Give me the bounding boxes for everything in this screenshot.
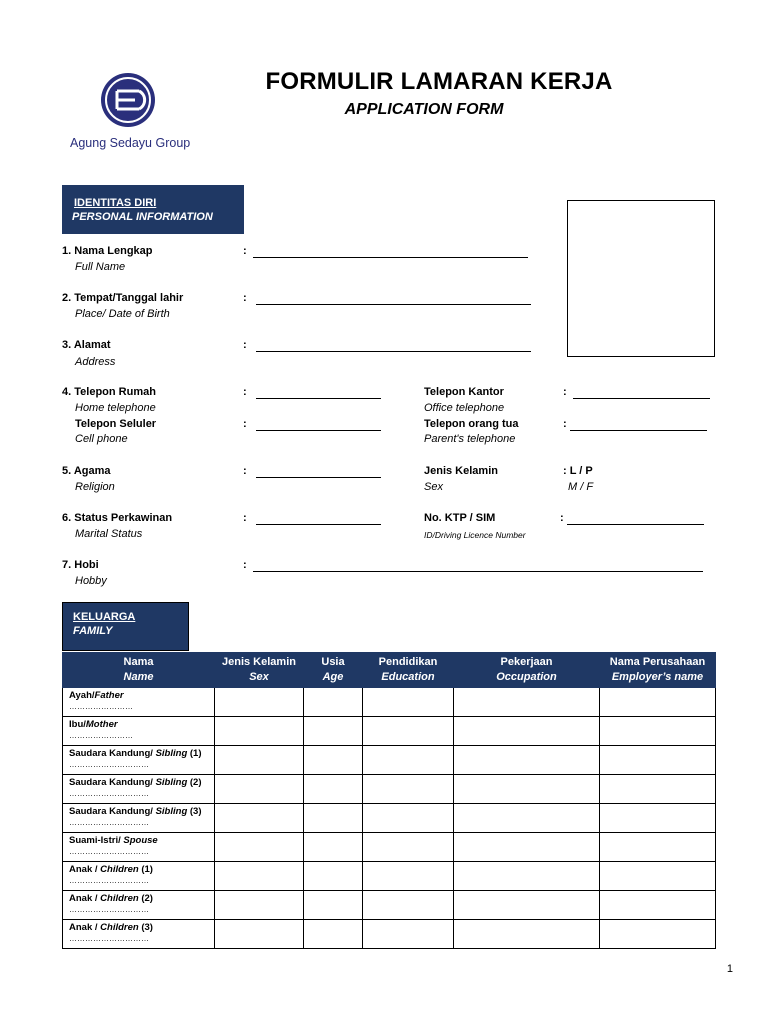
relation-label-en: Mother [85,719,118,730]
relation-cell[interactable] [63,804,215,833]
occupation-cell[interactable] [454,746,600,775]
name-blank: ………………………… [69,760,149,769]
employer-cell[interactable] [600,891,716,920]
sex-cell[interactable] [215,688,304,717]
col-employer-header: Nama Perusahaan Employer’s name [600,653,716,688]
occupation-cell[interactable] [454,717,600,746]
relation-index: (3) [187,806,202,817]
name-blank: ………………………… [69,818,149,827]
employer-cell[interactable] [600,862,716,891]
occupation-cell[interactable] [454,891,600,920]
field-home-phone-sub: Home telephone [75,402,156,414]
hobby-input[interactable] [253,571,703,572]
sex-cell[interactable] [215,775,304,804]
field-home-phone-label: 4. Telepon Rumah [62,386,156,398]
employer-cell[interactable] [600,833,716,862]
field-religion-label: 5. Agama [62,465,111,477]
relation-label-en: Children [100,864,139,875]
field-id-label: No. KTP / SIM [424,512,496,524]
relation-label: Anak / [69,864,101,875]
field-marital-sub: Marital Status [75,528,143,540]
colon: : [243,418,247,430]
relation-label-en: Sibling [155,806,188,817]
sex-cell[interactable] [215,862,304,891]
occupation-cell[interactable] [454,688,600,717]
education-cell[interactable] [363,804,454,833]
relation-label-en: Sibling [155,748,188,759]
age-cell[interactable] [304,920,363,949]
table-row [63,920,716,949]
col-education-header: Pendidikan Education [363,653,454,688]
relation-cell[interactable] [63,717,215,746]
education-cell[interactable] [363,862,454,891]
field-full-name-sub: Full Name [75,261,126,273]
field-cell-phone-label: Telepon Seluler [75,418,157,430]
full-name-input[interactable] [253,257,528,258]
relation-label-en: Children [100,893,139,904]
relation-index: (1) [138,864,153,875]
field-office-phone-sub: Office telephone [424,402,505,414]
relation-label: Ayah/ [69,690,95,701]
education-cell[interactable] [363,833,454,862]
sex-cell[interactable] [215,920,304,949]
colon: : [243,386,247,398]
colon: : [243,559,247,571]
col-sex-header: Jenis Kelamin Sex [215,653,304,688]
family-header: KELUARGA FAMILY [62,602,189,651]
relation-cell[interactable] [63,775,215,804]
page-number: 1 [726,963,733,975]
relation-cell[interactable] [63,891,215,920]
relation-index: (2) [187,777,202,788]
education-cell[interactable] [363,717,454,746]
relation-label: Anak / [69,893,101,904]
field-address-sub: Address [75,356,116,368]
employer-cell[interactable] [600,775,716,804]
relation-index: (2) [138,893,153,904]
colon: : [563,386,567,398]
relation-cell[interactable] [63,833,215,862]
field-address-label: 3. Alamat [62,339,111,351]
relation-label: Suami-Istri/ [69,835,124,846]
form-title: FORMULIR LAMARAN KERJA [265,68,613,95]
age-cell[interactable] [304,717,363,746]
occupation-cell[interactable] [454,920,600,949]
personal-info-header: IDENTITAS DIRI PERSONAL INFORMATION [62,185,244,234]
table-row [63,717,716,746]
office-phone-input[interactable] [573,398,710,399]
field-marital-label: 6. Status Perkawinan [62,512,173,524]
age-cell[interactable] [304,862,363,891]
education-cell[interactable] [363,775,454,804]
field-cell-phone-sub: Cell phone [75,433,128,445]
colon: : [243,292,247,304]
table-row [63,804,716,833]
field-parent-phone-sub: Parent's telephone [424,433,516,445]
relation-label-en: Spouse [123,835,158,846]
sex-options[interactable]: : L / P [563,465,593,477]
relation-index: (1) [187,748,202,759]
education-cell[interactable] [363,688,454,717]
relation-label-en: Sibling [155,777,188,788]
field-religion-sub: Religion [75,481,115,493]
relation-index: (3) [138,922,153,933]
company-name: Agung Sedayu Group [70,136,191,150]
relation-label: Saudara Kandung/ [69,777,156,788]
field-sex-sub: Sex [424,481,443,493]
sex-cell[interactable] [215,833,304,862]
age-cell[interactable] [304,891,363,920]
age-cell[interactable] [304,775,363,804]
religion-input[interactable] [256,477,381,478]
colon: : [243,512,247,524]
field-hobby-label: 7. Hobi [62,559,99,571]
table-header-row [63,653,716,688]
occupation-cell[interactable] [454,862,600,891]
relation-label: Saudara Kandung/ [69,806,156,817]
occupation-cell[interactable] [454,804,600,833]
cell-phone-input[interactable] [256,430,381,431]
education-cell[interactable] [363,891,454,920]
occupation-cell[interactable] [454,775,600,804]
relation-label-en: Father [94,690,124,701]
colon: : [560,512,564,524]
employer-cell[interactable] [600,746,716,775]
table-row [63,862,716,891]
colon: : [243,465,247,477]
home-phone-input[interactable] [256,398,381,399]
sex-cell[interactable] [215,717,304,746]
col-age-header: Usia Age [304,653,363,688]
employer-cell[interactable] [600,804,716,833]
table-row [63,688,716,717]
relation-label: Saudara Kandung/ [69,748,156,759]
field-birth-sub: Place/ Date of Birth [75,308,170,320]
sex-cell[interactable] [215,804,304,833]
employer-cell[interactable] [600,717,716,746]
field-office-phone-label: Telepon Kantor [424,386,504,398]
colon: : [563,418,567,430]
field-parent-phone-label: Telepon orang tua [424,418,519,430]
parent-phone-input[interactable] [570,430,707,431]
col-name-header: Nama Name [63,653,215,688]
form-subtitle: APPLICATION FORM [344,101,504,118]
age-cell[interactable] [304,833,363,862]
table-row [63,891,716,920]
relation-cell[interactable] [63,746,215,775]
name-blank: …………………… [69,731,133,740]
age-cell[interactable] [304,688,363,717]
marital-input[interactable] [256,524,381,525]
employer-cell[interactable] [600,688,716,717]
address-input[interactable] [256,351,531,352]
relation-cell[interactable] [63,862,215,891]
field-id-sub: ID/Driving Licence Number [424,530,526,540]
relation-label-en: Children [100,922,139,933]
field-birth-label: 2. Tempat/Tanggal lahir [62,292,184,304]
age-cell[interactable] [304,804,363,833]
relation-label: Anak / [69,922,101,933]
birth-input[interactable] [256,304,531,305]
sex-options-en: M / F [568,481,594,493]
id-input[interactable] [567,524,704,525]
relation-cell[interactable] [63,920,215,949]
name-blank: ………………………… [69,934,149,943]
occupation-cell[interactable] [454,833,600,862]
sex-cell[interactable] [215,746,304,775]
col-occupation-header: Pekerjaan Occupation [454,653,600,688]
sex-cell[interactable] [215,891,304,920]
table-row [63,746,716,775]
age-cell[interactable] [304,746,363,775]
name-blank: ………………………… [69,905,149,914]
colon: : [243,339,247,351]
relation-label: Ibu/ [69,719,86,730]
education-cell[interactable] [363,746,454,775]
photo-box[interactable] [567,200,715,357]
employer-cell[interactable] [600,920,716,949]
name-blank: …………………… [69,702,133,711]
education-cell[interactable] [363,920,454,949]
table-row [63,775,716,804]
field-full-name-label: 1. Nama Lengkap [62,245,153,257]
relation-cell[interactable] [63,688,215,717]
table-row [63,833,716,862]
family-table [62,652,716,949]
name-blank: ………………………… [69,847,149,856]
colon: : [243,245,247,257]
name-blank: ………………………… [69,876,149,885]
name-blank: ………………………… [69,789,149,798]
field-hobby-sub: Hobby [75,575,107,587]
field-sex-label: Jenis Kelamin [424,465,498,477]
